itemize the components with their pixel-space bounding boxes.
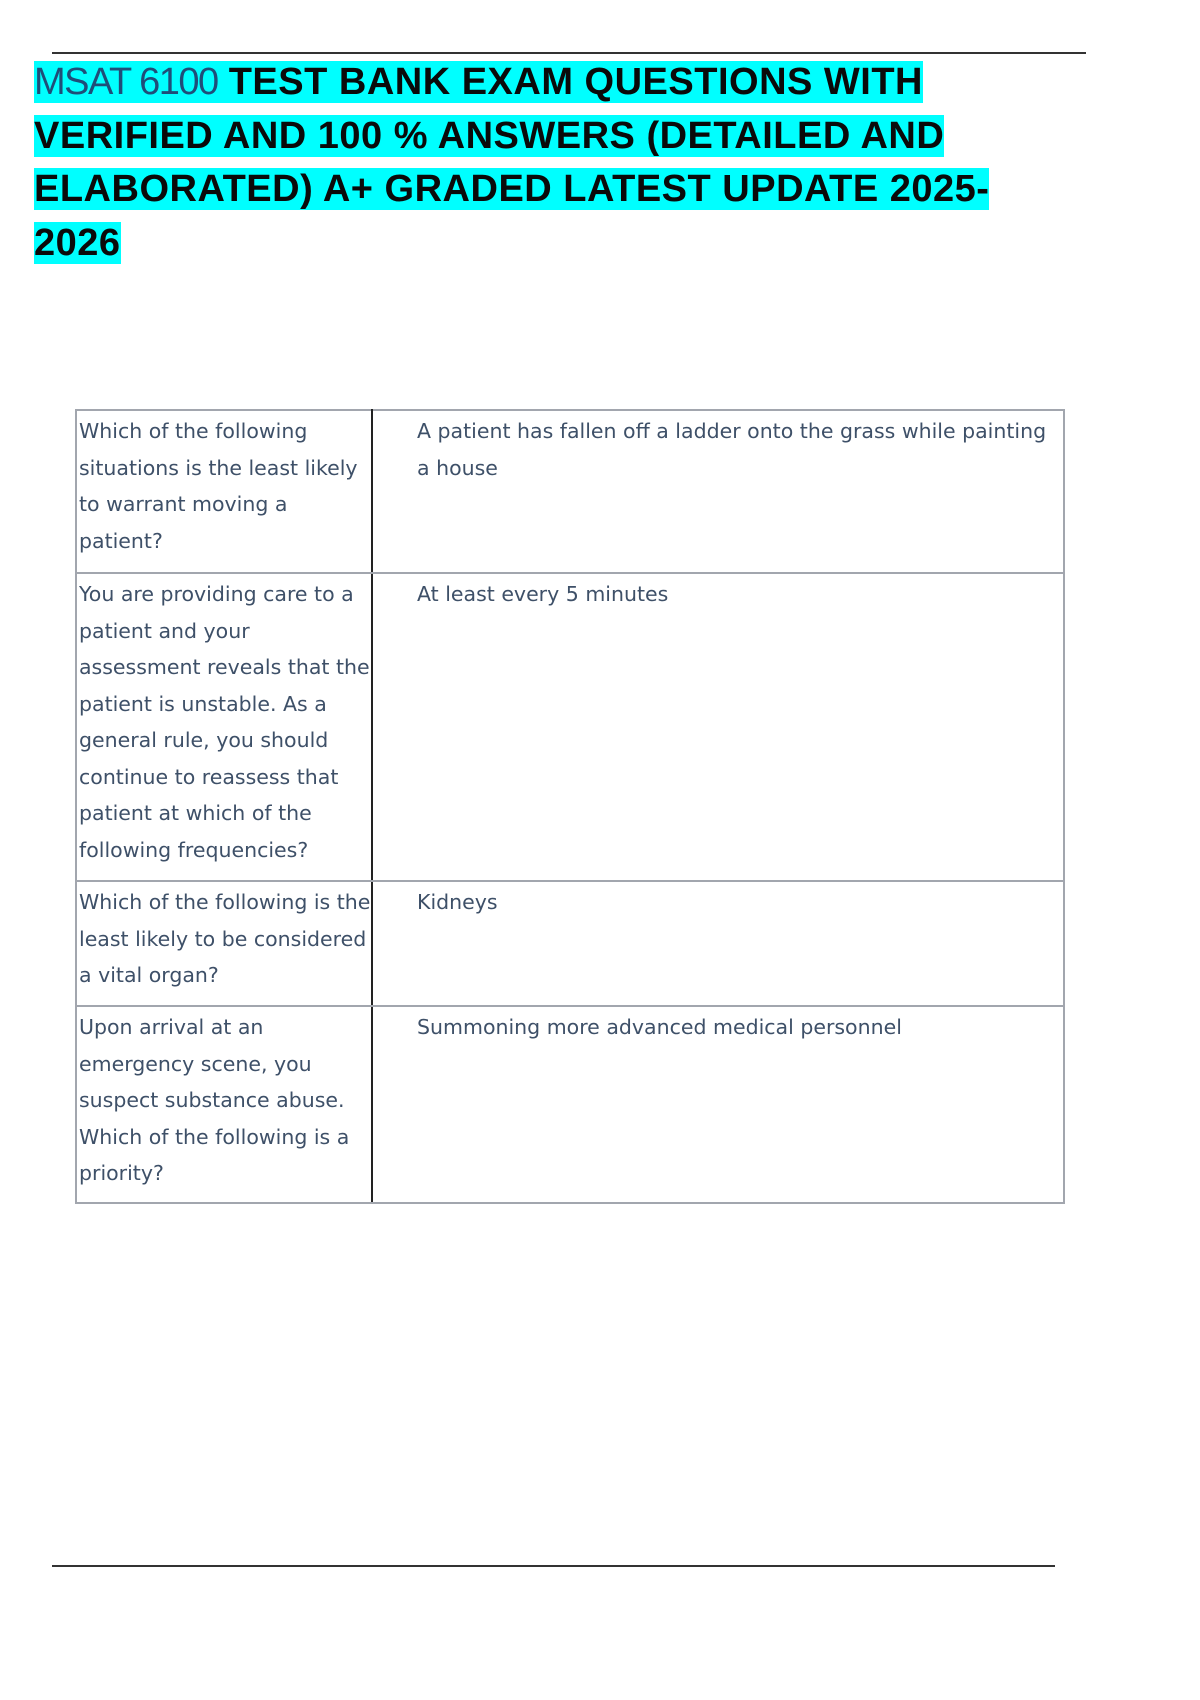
table-row <box>76 410 1064 573</box>
question-cell: You are providing care to a patient and your assessment reveals that the patient is unstable. As a general rule, you should continue to reassess that patient at which of the following frequencies? <box>76 573 372 881</box>
answer-cell: Kidneys <box>372 881 1064 1006</box>
answer-cell: A patient has fallen off a ladder onto the grass while painting a house <box>372 410 1064 573</box>
title-text: TEST BANK EXAM QUESTIONS WITH VERIFIED AND 100 % ANSWERS (DETAILED AND ELABORATED) A+ GRADED LATEST UPDATE 2025-2026 <box>34 61 990 264</box>
question-cell: Which of the following is the least likely to be considered a vital organ? <box>76 881 372 1006</box>
table-row <box>76 1006 1064 1203</box>
course-code: MSAT 6100 <box>34 61 218 103</box>
table-row <box>76 881 1064 1006</box>
qa-table <box>75 409 1065 1204</box>
bottom-divider <box>52 1565 1055 1567</box>
top-divider <box>52 52 1086 54</box>
answer-cell: Summoning more advanced medical personnel <box>372 1006 1064 1203</box>
answer-cell: At least every 5 minutes <box>372 573 1064 881</box>
question-cell: Which of the following situations is the least likely to warrant moving a patient? <box>76 410 372 573</box>
document-title <box>34 56 1074 270</box>
table-row <box>76 573 1064 881</box>
question-cell: Upon arrival at an emergency scene, you suspect substance abuse. Which of the following is a priority? <box>76 1006 372 1203</box>
